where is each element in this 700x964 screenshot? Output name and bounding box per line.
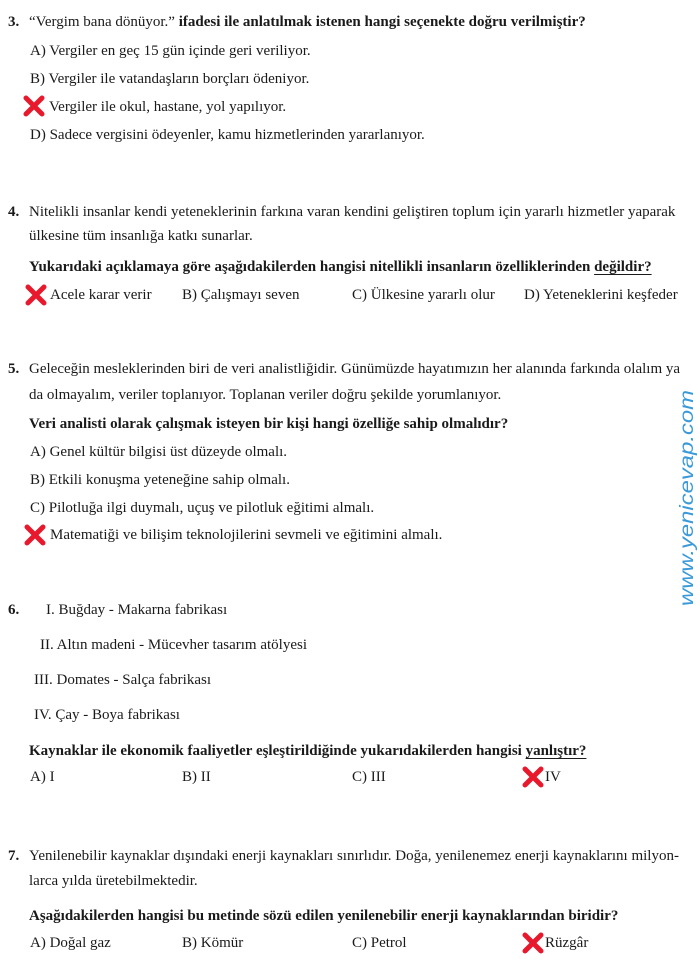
option-a[interactable]: A) Vergiler en geç 15 gün içinde geri veriliyor. <box>30 43 311 59</box>
question-text-line: da olmayalım, veriler toplanıyor. Toplanan veriler doğru şekilde yorumlanıyor. <box>29 387 502 403</box>
option-d[interactable]: IV <box>545 769 561 785</box>
option-b[interactable]: B) Çalışmayı seven <box>182 287 300 303</box>
question-stem: “Vergim bana dönüyor.” ifadesi ile anlatılmak istenen hangi seçenekte doğru verilmiştir? <box>29 14 586 30</box>
option-c[interactable]: C) Petrol <box>352 935 407 951</box>
option-a[interactable]: A) I <box>30 769 55 785</box>
option-a[interactable]: A) Genel kültür bilgisi üst düzeyde olmalı. <box>30 444 288 460</box>
question-text-line: larca yılda üretebilmektedir. <box>29 873 198 889</box>
question-text-line: ülkesine tüm insanlığa katkı sunarlar. <box>29 228 253 244</box>
question-number: 4. <box>8 204 20 220</box>
wrong-mark-icon <box>522 932 544 954</box>
option-c[interactable]: C) III <box>352 769 386 785</box>
option-b[interactable]: B) II <box>182 769 211 785</box>
list-item: III. Domates - Salça fabrikası <box>34 672 212 688</box>
question-number: 5. <box>8 361 20 377</box>
list-item: II. Altın madeni - Mücevher tasarım atölyesi <box>40 637 308 653</box>
question-text-line: Yenilenebilir kaynaklar dışındaki enerji kaynakları sınırlıdır. Doğa, yenilenemez enerji kaynaklarını milyon- <box>29 848 679 864</box>
option-b[interactable]: B) Vergiler ile vatandaşların borçları ödeniyor. <box>30 71 310 87</box>
watermark-text: www.yenicevap.com <box>677 433 699 606</box>
option-d[interactable]: Rüzgâr <box>545 935 589 951</box>
question-number: 3. <box>8 14 20 30</box>
list-item: I. Buğday - Makarna fabrikası <box>46 602 228 618</box>
wrong-mark-icon <box>25 284 47 306</box>
wrong-mark-icon <box>23 95 45 117</box>
question-text-line: Nitelikli insanlar kendi yeteneklerinin farkına varan kendini geliştiren toplum için yararlı hizmetler yaparak <box>29 204 676 220</box>
question-number: 7. <box>8 848 20 864</box>
option-c[interactable]: C) Pilotluğa ilgi duymalı, uçuş ve pilotluk eğitimi almalı. <box>30 500 375 516</box>
option-d[interactable]: D) Yeteneklerini keşfeder <box>524 287 678 303</box>
option-a[interactable]: Acele karar verir <box>50 287 152 303</box>
option-d[interactable]: D) Sadece vergisini ödeyenler, kamu hizmetlerinden yararlanıyor. <box>30 127 425 143</box>
list-item: IV. Çay - Boya fabrikası <box>34 707 180 723</box>
option-c[interactable]: Vergiler ile okul, hastane, yol yapılıyor. <box>49 99 287 115</box>
question-text-line: Geleceğin mesleklerinden biri de veri analistliğidir. Günümüzde hayatımızın her alanında farkında olalım ya <box>29 361 681 377</box>
option-b[interactable]: B) Etkili konuşma yeteneğine sahip olmalı. <box>30 472 290 488</box>
watermark <box>676 388 700 608</box>
option-a[interactable]: A) Doğal gaz <box>30 935 111 951</box>
wrong-mark-icon <box>522 766 544 788</box>
option-c[interactable]: C) Ülkesine yararlı olur <box>352 287 495 303</box>
question-prompt: Kaynaklar ile ekonomik faaliyetler eşleştirildiğinde yukarıdakilerden hangisi yanlıştır? <box>29 743 587 759</box>
wrong-mark-icon <box>24 524 46 546</box>
question-prompt: Veri analisti olarak çalışmak isteyen bir kişi hangi özelliğe sahip olmalıdır? <box>29 416 509 432</box>
question-prompt: Yukarıdaki açıklamaya göre aşağıdakilerden hangisi nitellikli insanların özelliklerinden değildir? <box>29 259 652 275</box>
question-prompt: Aşağıdakilerden hangisi bu metinde sözü edilen yenilenebilir enerji kaynaklarından biridir? <box>29 908 619 924</box>
option-d[interactable]: Matematiği ve bilişim teknolojilerini sevmeli ve eğitimini almalı. <box>50 527 443 543</box>
question-number: 6. <box>8 602 20 618</box>
option-b[interactable]: B) Kömür <box>182 935 244 951</box>
